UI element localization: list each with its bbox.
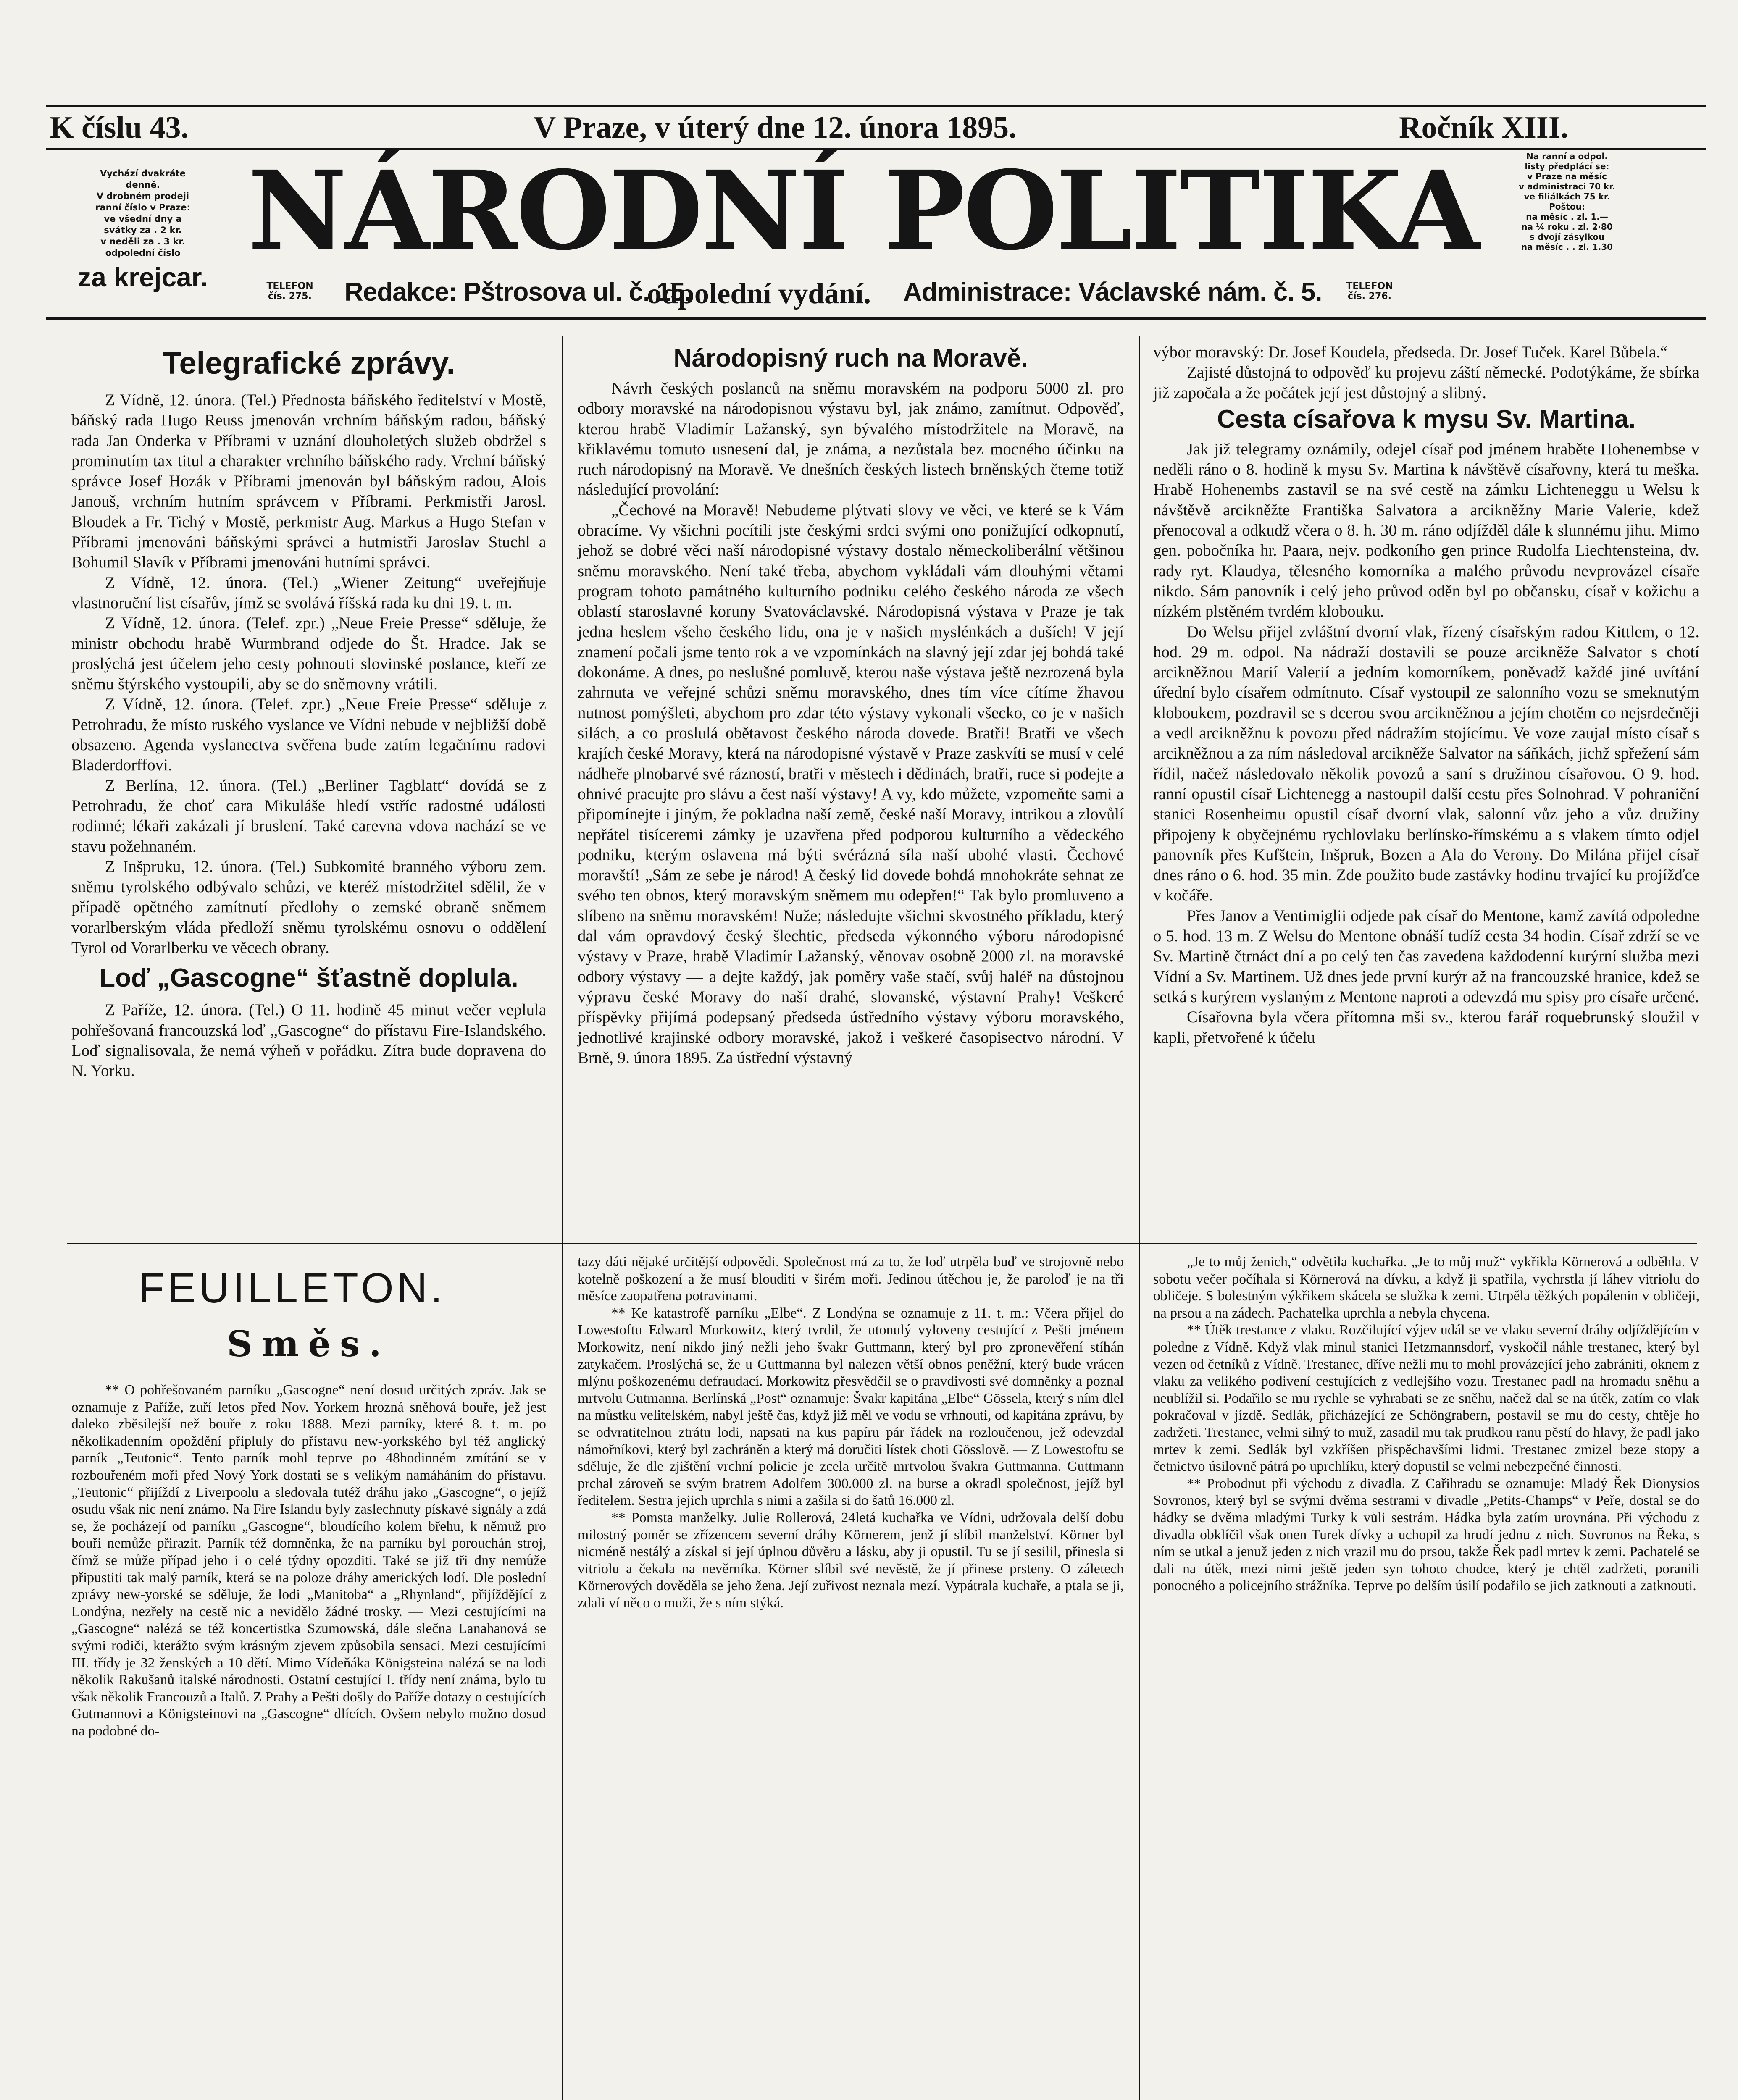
info-line: V drobném prodeji xyxy=(96,191,189,201)
news-item: „Je to můj ženich,“ odvětila kuchařka. „Je to můj muž“ vykřikla Körnerová a odběhla. V sobotu večer počíhala si Körnerová na dívku, a když ji spatřila, vychrstla jí láhev vitriolu do obličeje. S bolestným výkřikem skácela se služka k zemi. Utrpěla těžkých popálenin v obličeji, na prsou a na zádech. Pachatelka uprchla a nebyla chycena. xyxy=(1153,1254,1699,1321)
narodopisny-heading: Národopisný ruch na Moravě. xyxy=(673,344,1028,372)
feuilleton-rule xyxy=(67,1243,1697,1244)
smes-heading: Směs. xyxy=(227,1323,391,1365)
editorial-address: Redakce: Pštrosova ul. č. 15. xyxy=(344,278,692,307)
news-item: ** Pomsta manželky. Julie Rollerová, 24letá kuchařka ve Vídni, udržovala delší dobu milostný poměr se zřízencem severní dráhy Körnerem, jenž jí slíbil manželství. Körner byl nicméně nestálý a získal si její úplnou důvěru a lásku, aby ji opustil. Tu se jí sesilil, přinesla si vitriolu a čekala na nevěrníka. Körner slíbil své nevěstě, že jí přinese prsteny. O záletech Körnerových dověděla se jeho žena. Její zuřivost neznala mezí. Vypátrala kuchaře, a ptala se ji, zdali ví něco o muži, že s ním stýká. xyxy=(578,1509,1124,1611)
masthead-title: NÁRODNÍ POLITIKA xyxy=(248,147,1478,274)
info-line: svátky za . 2 kr. xyxy=(104,225,182,235)
telegram-item: Z Vídně, 12. února. (Telef. zpr.) „Neue Freie Presse“ sděluje, že ministr obchodu hrabě Wurmbrand odjede do Št. Hradce. Jak se proslýchá jest účelem jeho cesty pohnouti slovinské poslance, kteří ze sněmu štýrského vystoupili, aby se do sněmovny vrátili. xyxy=(71,614,546,693)
info-line: ve filiálkách 75 kr. xyxy=(1524,192,1610,202)
article-paragraph: Císařovna byla včera přítomna mši sv., kterou farář roquebrunský sloužil v kapli, přetvořené k účelu xyxy=(1153,1008,1699,1047)
info-line: ranní číslo v Praze: xyxy=(95,202,190,213)
column-cesta xyxy=(1153,342,1699,1048)
feuilleton-heading: FEUILLETON. xyxy=(139,1265,446,1312)
telefon-label: TELEFON xyxy=(1346,281,1393,291)
telefon-number: čís. 275. xyxy=(268,291,312,302)
info-line: ve všední dny a xyxy=(104,214,182,224)
info-line: v administraci 70 kr. xyxy=(1519,181,1615,192)
telegram-item: Z Vídně, 12. února. (Tel.) Přednosta báňského ředitelství v Mostě, báňský rada Hugo Reuss jmenován vrchním báňským radou, báňský rada Jan Onderka v Příbrami v uznání dlouholetých služeb obdržel s prominutím tax titul a charakter vrchního báňského rady. Vrchní báňský správce Josef Hozák v Příbrami jmenován byl báňským radou, Alois Janouš, vrchním hutním správcem v Příbrami. Perkmistři Jarosl. Bloudek a Fr. Tichý v Mostě, perkmistr Aug. Markus a Hugo Stefan v Příbrami jmenováni báňskými správci a hutmistři Jaroslav Stuchl a Bohumil Slavík v Příbrami jmenováni hutními správci. xyxy=(71,391,546,572)
column-narodopisny xyxy=(578,342,1124,1068)
header-bottom-rule xyxy=(46,317,1706,320)
price: za krejcar. xyxy=(78,262,208,292)
info-line: na ¼ roku . zl. 2·80 xyxy=(1521,222,1613,232)
article-paragraph: Přes Janov a Ventimiglii odjede pak císař do Mentone, kamž zavítá odpoledne o 5. hod. 13 m. Z Welsu do Mentone obnáší tudíž cesta 34 hodin. Císař zdrží se ve Sv. Martině čtrnáct dní a po celý ten čas zavedena každodenní kurýrní služba mezi Vídní a Sv. Martinem. Už dnes jede první kurýr až na francouzské hranice, kdež se setká s kurýrem vyslaným z Mentone naproti a odevzdá mu spisy pro císaře určené. xyxy=(1153,906,1699,1006)
news-item: ** O pohřešovaném parníku „Gascogne“ není dosud určitých zpráv. Jak se oznamuje z Paříže, zuří letos před Nov. Yorkem hrozná sněhová bouře, jež jest daleko zběsilejší než bouře z roku 1888. Mezi parníky, které 8. t. m. po několikadenním opoždění připluly do přístavu new-yorkského byl též anglický parník „Teutonic“. Tento parník mohl teprve po 48hodinném zmítání se v rozbouřeném moři před Nový York dostati se s velikým namáháním do přístavu. „Teutonic“ přijíždí z Liverpoolu a sledovala tutéž dráhu jako „Gascogne“, o jejíž osudu však nic není známo. Na Fire Islandu byly zaslechnuty pískavé signály a zdá se, že pocházejí od parníku „Gascogne“, bloudícího kolem břehu, k němuž pro bouři nemůže přirazit. Parník též domněnka, že na parníku byl porouchán stroj, čímž se může případ jeho i o celé týdny opozditi. Také se již tři dny nemůže připustiti tak malý parník, která se na poloze dráhy amerických lodí. Dle poslední zprávy new-yorské se sděluje, že lodi „Manitoba“ a „Rhynland“, přijíždějící z Londýna, nezřely na cestě nic a nevidělo žádné trosky. — Mezi cestujícími na „Gascogne“ nalézá se též koncertistka Szumowská, dále slečna Lanahanová se svými rodiči, kterážto svým krásným zjevem způsobila sensaci. Mezi cestujícími III. třídy je 32 ženských a 10 dětí. Mimo Vídeňáka Königsteina nalézá se na lodi několik Rakušanů italské národnosti. Ostatní cestující I. třídy není známa, bylo tu však několik Francouzů a Italů. Z Prahy a Pešti došly do Paříže dotazy o cestujících Gutmannovi a Königsteinovi na „Gascogne“ dlících. Ovšem nebylo možno dosud na podobné do- xyxy=(71,1382,546,1739)
cesta-heading: Cesta císařova k mysu Sv. Martina. xyxy=(1217,404,1636,433)
news-item: tazy dáti nějaké určitější odpovědi. Společnost má za to, že loď utrpěla buď ve strojovně nebo kotelně poškození a že musí blouditi v širém moři. Jedinou útěchou je, že paroloď je na tři měsíce zaopatřena potravinami. xyxy=(578,1254,1124,1304)
info-line: listy předplácí se: xyxy=(1525,161,1609,171)
news-item: ** Útěk trestance z vlaku. Rozčilující výjev udál se ve vlaku severní dráhy odjíždějícím v poledne z Vídně. Když vlak minul stanici Hetzmannsdorf, vyskočil náhle trestanec, který byl vezen od četníků z Vídně. Trestanec, dříve nežli mu to mohl provázející jeho zabrániti, oknem z vlaku za velikého podivení cestujících z vedlejšího vozu. Trestanec padl na hromadu sněhu a neublížil si. Podařilo se mu rychle se vyhrabati se ze sněhu, načež dal se na útěk, zatím co vlak pokračoval v jízdě. Sedlák, přicházející ze Schöngrabern, postavil se mu do cesty, chtěje ho zadržeti. Trestanec, velmi silný to muž, zasadil mu tak prudkou ranu pěstí do hlavy, že padl jako mrtev k zemi. Sedlák byl vzkříšen přispěchavšími lidmi. Trestanec zmizel beze stopy a četnictvo úsilovně pátrá po uprchlíku, který dopustil se velmi nebezpečné činnosti. xyxy=(1153,1322,1699,1475)
article-paragraph: výbor moravský: Dr. Josef Koudela, předseda. Dr. Josef Tuček. Karel Bůbela.“ xyxy=(1153,343,1667,361)
issue-number: K číslu 43. xyxy=(50,110,189,145)
article-paragraph: Jak již telegramy oznámily, odejel císař pod jménem hraběte Hohenembse v neděli ráno o 8. hodině k mysu Sv. Martina k návštěvě císařovny, která tu meška. Hrabě Hohenembs zastavil se na své cestě na zámku Lichteneggu u Welsu k návštěvě arcikněžte Františka Salvatora a arcikněžny Marie Valerie, kdež přenocoval a odkudž včera o 8. h. 30 m. ráno odjížděl dále k slunnému jihu. Mimo gen. pobočníka hr. Paara, nejv. podkoního gen prince Rudolfa Liechtensteina, dv. rady ryt. Klaudya, tělesného komorníka a malého průvodu nevprovázel císaře nikdo. Sám panovník i celý jeho průvod oděn byl po občansku, císař v kožichu a nízkém plstěném tvrdém klobouku. xyxy=(1153,440,1699,621)
telegram-item: Z Inšpruku, 12. února. (Tel.) Subkomité branného výboru zem. sněmu tyrolského odbývalo schůzi, ve kteréž místodržitel sdělil, že v případě opětného zamítnutí předlohy o zemské obraně sněmem vorarlberským vláda předloží sněmu tyrolskému osnovu o oddělení Tyrol od Vorarlberku ve věcech obrany. xyxy=(71,857,546,957)
article-paragraph: Návrh českých poslanců na sněmu moravském na podporu 5000 zl. pro odbory moravské na národopisnou výstavu byl, jak známo, zamítnut. Odpověď, kterou hrabě Vladimír Lažanský, syn bývalého místodržitele na Moravě, na křiklavému tomuto usnesení dal, je známa, a nezůstala bez mocného účinku na ruch národopisný na Moravě. Ve dnešních českých listech brněnských čteme totiž následující provolání: xyxy=(578,379,1124,499)
info-line: Vychází dvakráte xyxy=(100,168,186,178)
column-rule xyxy=(562,336,563,2100)
column-feuilleton-2 xyxy=(578,1254,1124,1612)
masthead-subline xyxy=(248,277,1416,315)
column-feuilleton-3 xyxy=(1153,1254,1699,1595)
news-item: ** Probodnut při východu z divadla. Z Cařihradu se oznamuje: Mladý Řek Dionysios Sovronos, který byl se svými dvěma sestrami v divadle „Petits-Champs“ v Peře, dostal se do hádky se dvěma mladými Turky k vůli sestrám. Hádka byla zatím urovnána. Při východu z divadla obklíčil však onen Turek dívky a uchopil za hrudí jednu z nich. Sovronos na Řeka, s ním se utkal a jenuž jeden z nich vrazil mu do prsou, takže Řek padl mrtev k zemi. Pachatelé se dali na útěk, mezi nimi ještě jeden syn tohoto chodce, který je chtěl zadržeti, poranili ponocného a policejního strážníka. Teprve po delším úsilí podařilo se jich zatknouti a zatknouti. xyxy=(1153,1475,1699,1594)
info-line: denně. xyxy=(126,180,160,190)
article-paragraph: Zajisté důstojná to odpověď ku projevu záští německé. Podotýkáme, že sbírka již započala a že počátek její jest důstojný a slibný. xyxy=(1153,363,1699,402)
subscription-info xyxy=(1420,151,1714,252)
info-line: na měsíc . . zl. 1.30 xyxy=(1521,242,1613,252)
administration-address: Administrace: Václavské nám. č. 5. xyxy=(903,278,1322,307)
info-line: v neděli za . 3 kr. xyxy=(100,236,185,247)
top-rule xyxy=(46,105,1706,107)
gascogne-heading: Loď „Gascogne“ šťastně doplula. xyxy=(99,963,518,993)
article-paragraph: Do Welsu přijel zvláštní dvorní vlak, řízený císařským radou Kittlem, o 12. hod. 29 m. odpol. Na nádraží dostavili se pouze arcikněže Salvator s chotí arcikněžnou Marií Valerií a jedním komorníkem, poněvadž každé jiné uvítání úřední bylo císařem odmítnuto. Císař vystoupil ze salonního vozu se smeknutým kloboukem, pozdravil se s dcerou svou arcikněžnou a jejím chotěm co nejsrdečněji a vedl arcikněžnu k povozu před nádražím stojícímu. Ve voze zaujal místo císař s arcikněžnou a za ním následoval arcikněže Salvator na sáňkách, jichž spřežení sám řídil, načež následovalo několik povozů a saní s družinou císařovou. O 9. hod. ranní opustil císař Lichtenegg a nastoupil další cestu přes Solnohrad. V pohraniční stanici Rosenheimu opustil císař dvorní vlak, salonní vůz jeho a vůz družiny připojeny k obyčejnému rychlovlaku berlínsko-římskému a s vlakem tímto odjel panovník přes Kufštein, Inšpruk, Bozen a Ala do Verony. Do Milána přijel císař dnes ráno o 6. hod. 35 min. Zde použito bude zastávky hodinu trvající ku projížďce v kočáře. xyxy=(1153,622,1699,905)
telefon-administration xyxy=(1328,281,1412,302)
telefon-editorial xyxy=(248,281,332,302)
info-line: na měsíc . zl. 1.— xyxy=(1526,212,1608,222)
article-paragraph: „Čechové na Moravě! Nebudeme plýtvati slovy ve věci, ve které se k Vám obracíme. Vy všichni pocítili jste českými srdci svými ono ponižující odkopnutí, jehož se dobré věci naší národopisné výstavy dostalo německoliberální většinou sněmu moravského. Není také třeba, abychom vykládali vám dlouhými větami program tohoto památného kulturního podniku celého českého národa ze všech oblastí staroslavné koruny Svatováclavské. Národopisná výstava v Praze je tak jedna heslem všeho českého lidu, ona je v našich myslénkách a duších! V její znamení počali jsme tento rok a ve vzpomínkách na slavný její zdar jej bohdá také dokonáme. A dnes, po neslušné pomluvě, kterou naše výstava ještě nezrozená byla zahrnuta ve veřejné schůzi sněmu moravského, dnes tím více cítíme žhavou nutnost pomýšleti, abychom pro zdar této výstavy vykonali všecko, co je v našich silách, a co proslulá obětavost českého národa dovede. Bratři! Bratři ve všech krajích české Moravy, která na národopisné výstavě v Praze zaskvíti se musí v celé nádheře plnobarvé své rázností, bratři v městech i dědinách, bratři, ruce si podejte a ohnivé pracujte pro slávu a čest naší výstavy! A vy, kdo můžete, vzpomeňte sami a připomínejte i jiným, že pokladna naší země, české naší Moravy, intrikou a zlovůlí nepřátel tisíceremi zámky je uzavřena před podporou kulturního a vědeckého podniku, kterým oslavena má býti svérázná síla naší ubohé vlasti. Čechové moravští! „Sám ze sebe je národ! A český lid dovede bohdá mnohokráte sehnat ze svého ten obnos, který moravským sněmem mu odepřen!“ Tak bylo promluveno a slíbeno na sněmu moravském! Nuže; následujte všichni skvostného příkladu, který dal vám opravdový český šlechtic, předseda výkonného výboru národopisné výstavy v Praze, hrabě Vladimír Lažanský, věnovav osobně 2000 zl. na moravské odbory výstavy — a dejte každý, jak poměry vaše stačí, svůj haléř na důstojnou výpravu české Moravy do naší drahé, slovanské, výstavní Prahy! Veškeré příspěvky přijímá podepsaný předseda ústředního výstavy výboru moravského, jednotlivé krajinské odbory moravské, jakož i veškeré časopisectvo národní. V Brně, 9. února 1895. Za ústřední výstavný xyxy=(578,501,1124,1067)
telegrams-heading: Telegrafické zprávy. xyxy=(162,346,455,381)
edition-name: odpolední vydání. xyxy=(647,278,871,310)
info-line: s dvojí zásylkou xyxy=(1529,232,1605,242)
column-rule xyxy=(1139,336,1140,2100)
telefon-number: čís. 276. xyxy=(1348,291,1391,302)
telegram-item: Z Vídně, 12. února. (Telef. zpr.) „Neue Freie Presse“ sděluje z Petrohradu, že místo ruského vyslance ve Vídni nebude v nejbližší době obsazeno. Agenda vyslanectva svěřena bude zatím legačnímu radovi Bladerdorffovi. xyxy=(71,695,546,774)
info-line: odpolední číslo xyxy=(105,248,181,258)
telefon-label: TELEFON xyxy=(266,281,313,291)
telegram-item: Z Vídně, 12. února. (Tel.) „Wiener Zeitung“ uveřejňuje vlastnoruční list císařův, jímž se svolává říšská rada ku dni 19. t. m. xyxy=(71,573,546,612)
info-line: Poštou: xyxy=(1549,202,1585,212)
issue-date: V Praze, v úterý dne 12. února 1895. xyxy=(534,110,1017,145)
column-feuilleton-1 xyxy=(71,1382,546,1740)
volume: Ročník XIII. xyxy=(1399,110,1568,145)
column-telegrams xyxy=(71,342,546,1082)
news-item: ** Ke katastrofě parníku „Elbe“. Z Londýna se oznamuje z 11. t. m.: Včera přijel do Lowestoftu Edward Morkowitz, který tvrdil, že utonulý vyloveny cestující z Pešti jménem Morkowitz, není nikdo jiný nežli jeho švakr Guttmann, který byl pro zpronevěření stíhán zatykačem. Proslýchá se, že u Guttmanna byl nalezen větší obnos peněžní, který bude vrácen mlýnu poškozenému defraudací. Morkowitz přesvědčil se o pravdivosti své domněnky a poznal mrtvolu Gutmanna. Berlínská „Post“ oznamuje: Švakr kapitána „Elbe“ Gössela, který s ním dlel na můstku velitelském, nabyl ještě čas, když již měl ve vodu se vrhnouti, od kapitána zprávu, by se odvratitelnou ztrátu lodi, napsati na kus papíru pár řádek na rozloučenou, jež odevzdal námořníkovi, který byl zachráněn a který má doručiti lístek choti Gösslově. — Z Lowestoftu se sděluje, že dle zjištění vrchní policie je zcela určitě mrtvolou švakra Guttmanna. Guttmann prchal zároveň se svým bratrem Adolfem 300.000 zl. na burse a okradl společnost, jejíž byl ředitelem. Sestra jejich uprchla s nimi a zašila si do šatů 16.000 zl. xyxy=(578,1305,1124,1509)
publication-info xyxy=(50,168,235,292)
info-line: v Praze na měsíc xyxy=(1527,171,1607,181)
telegram-item: Z Berlína, 12. února. (Tel.) „Berliner Tagblatt“ dovídá se z Petrohradu, že choť cara Mikuláše hledí vstříc radostné události rodinné; lékaři zakázali jí bruslení. Také carevna vdova nachází se ve stavu požehnaném. xyxy=(71,776,546,856)
info-line: Na ranní a odpol. xyxy=(1526,151,1608,161)
telegram-item: Z Paříže, 12. února. (Tel.) O 11. hodině 45 minut večer veplula pohřešovaná francouzská loď „Gascogne“ do přístavu Fire-Islandského. Loď signalisovala, že nemá výheň v pořádku. Zítra bude dopravena do N. Yorku. xyxy=(71,1001,546,1080)
